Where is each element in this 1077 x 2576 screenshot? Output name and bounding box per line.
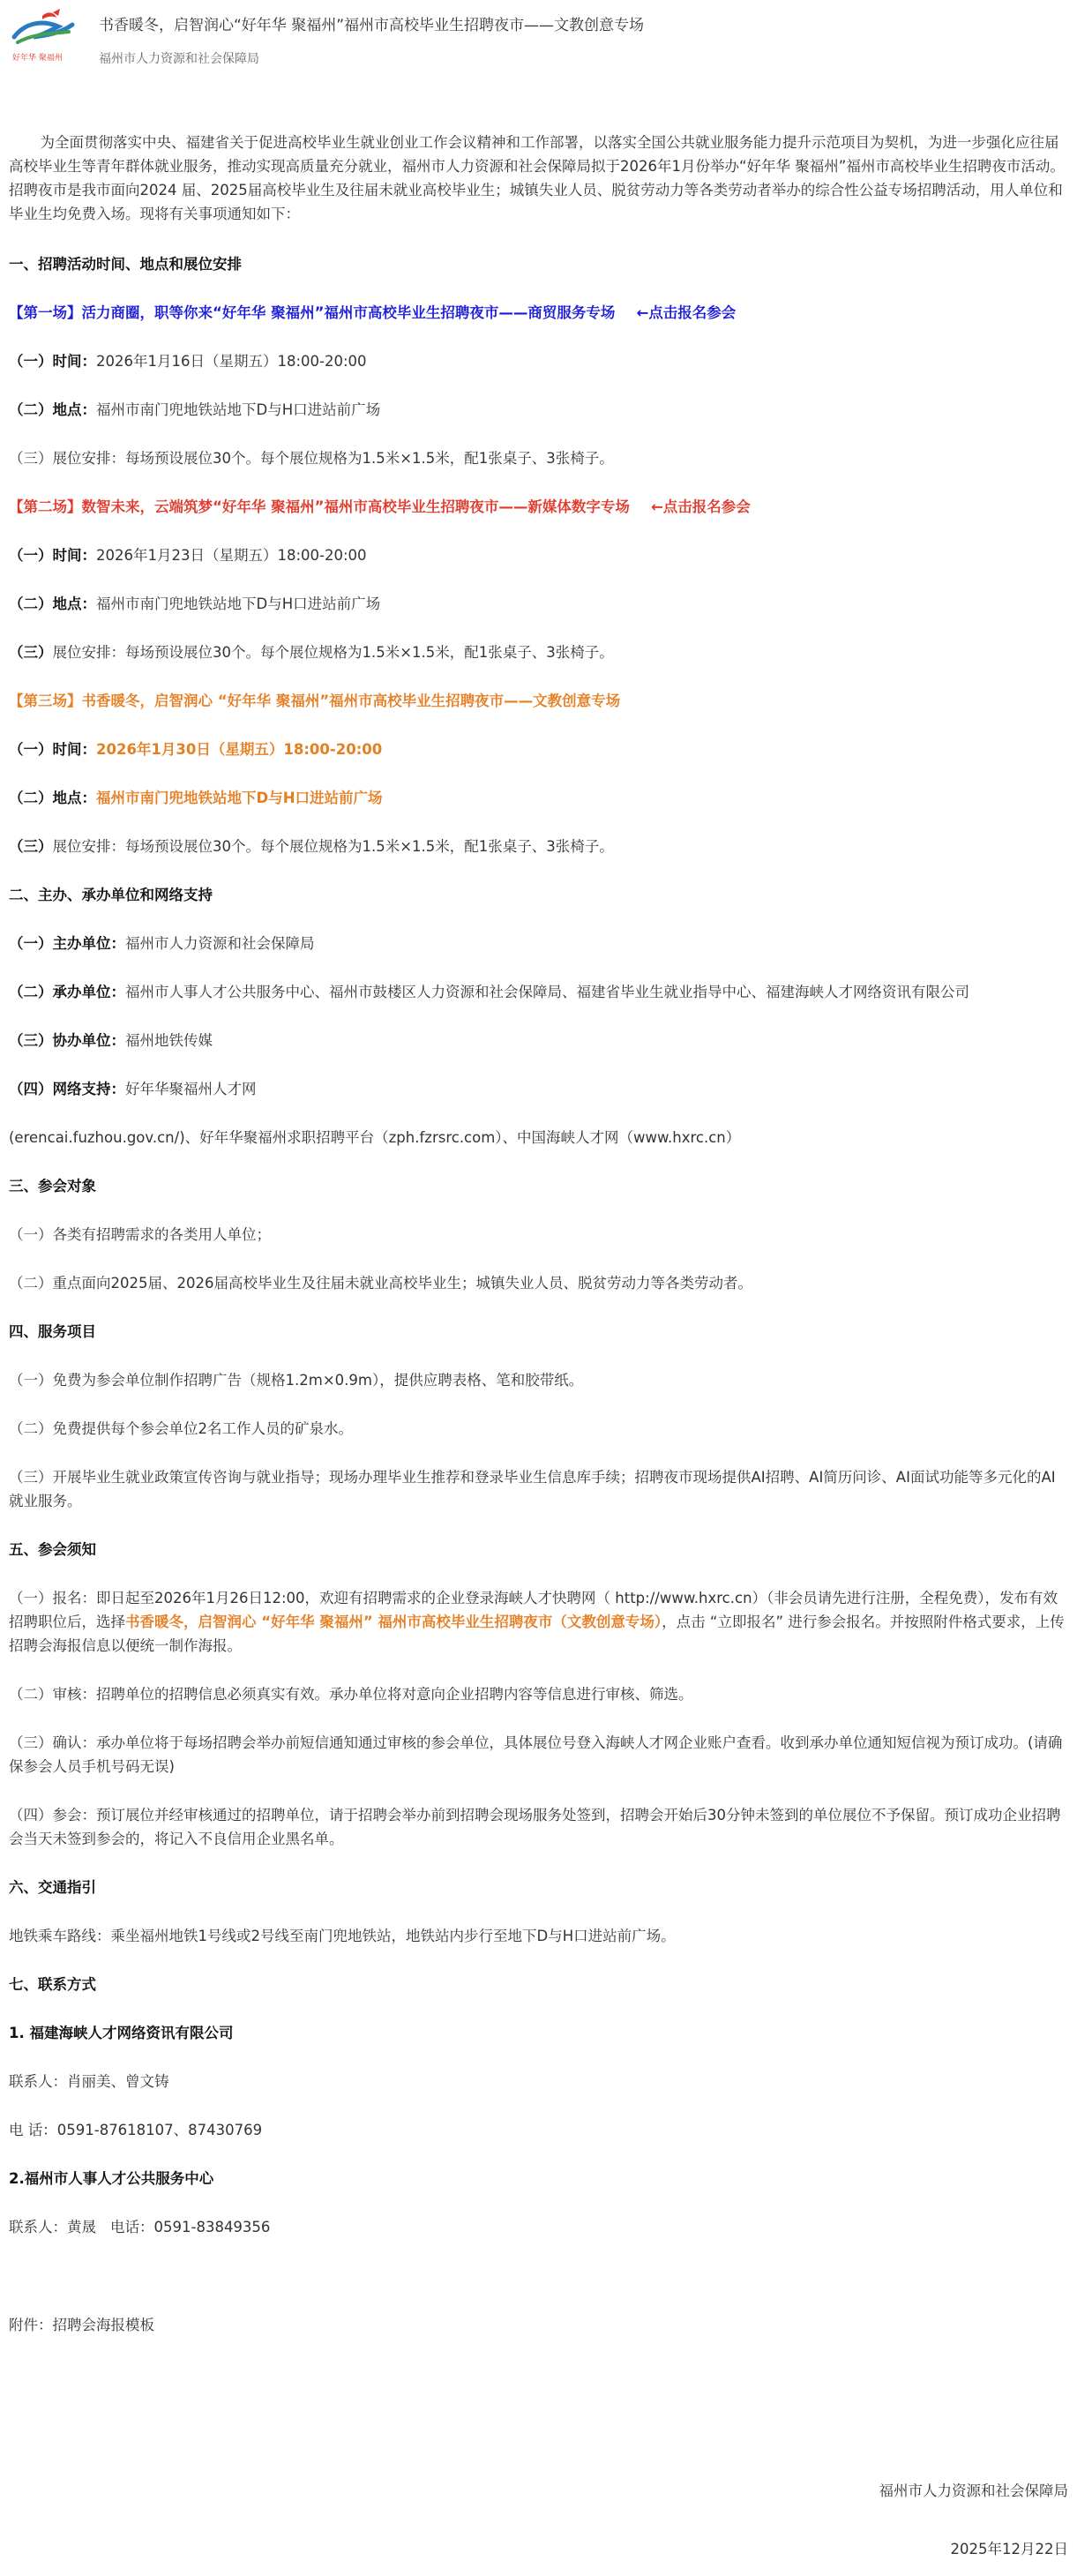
section-title: 三、参会对象	[9, 1178, 96, 1194]
contact-org-1: 1. 福建海峡人才网络资讯有限公司	[9, 2025, 234, 2041]
network-support: （四）网络支持：好年华聚福州人才网	[9, 1081, 257, 1097]
page-title: 书香暖冬，启智润心“好年华 聚福州”福州市高校毕业生招聘夜市——文教创意专场	[99, 17, 645, 34]
session-1-heading	[9, 301, 1066, 325]
attachment-link[interactable]: 附件：招聘会海报模板	[9, 2317, 154, 2333]
session-2-register-link[interactable]: ←点击报名参会	[650, 498, 751, 515]
co-organizer-unit: （三）协办单位：福州地铁传媒	[9, 1032, 213, 1049]
session-3-heading	[9, 689, 1066, 713]
host-unit: （一）主办单位：福州市人力资源和社会保障局	[9, 935, 315, 952]
section-title: 一、招聘活动时间、地点和展位安排	[9, 256, 242, 273]
session-3-place: （二）地点：福州市南门兜地铁站地下D与H口进站前广场	[9, 790, 383, 806]
session-name-highlight: 书香暖冬，启智润心 “好年华 聚福州” 福州市高校毕业生招聘夜市（文教创意专场）	[125, 1614, 662, 1630]
contact-phone-1: 电 话：0591-87618107、87430769	[9, 2122, 263, 2138]
list-item: （一）免费为参会单位制作招聘广告（规格1.2m×0.9m），提供应聘表格、笔和胶带纸。	[9, 1372, 584, 1389]
contact-org-2: 2.福州市人事人才公共服务中心	[9, 2170, 214, 2187]
session-2-place: （二）地点：福州市南门兜地铁站地下D与H口进站前广场	[9, 595, 381, 612]
section-title: 二、主办、承办单位和网络支持	[9, 887, 213, 903]
session-3-time: （一）时间：2026年1月30日（星期五）18:00-20:00	[9, 741, 383, 758]
session-1-title: 【第一场】活力商圈，职等你来“好年华 聚福州”福州市高校毕业生招聘夜市——商贸服务专场	[9, 304, 616, 321]
logo-icon	[7, 7, 81, 64]
section-title: 六、交通指引	[9, 1879, 96, 1896]
section-title: 四、服务项目	[9, 1323, 96, 1340]
list-item: （三）开展毕业生就业政策宣传咨询与就业指导；现场办理毕业生推荐和登录毕业生信息库手续；招聘夜市现场提供AI招聘、AI简历问诊、AI面试功能等多元化的AI就业服务。	[9, 1469, 1056, 1509]
contact-person-1: 联系人：肖丽美、曾文铸	[9, 2073, 169, 2090]
list-item: （二）免费提供每个参会单位2名工作人员的矿泉水。	[9, 1420, 353, 1437]
confirm-note: （三）确认：承办单位将于每场招聘会举办前短信通知通过审核的参会单位，具体展位号登入海峡人才网企业账户查看。收到承办单位通知短信视为预订成功。(请确保参会人员手机号码无误)	[9, 1734, 1063, 1775]
list-item: （一）各类有招聘需求的各类用人单位；	[9, 1226, 271, 1243]
network-sites: (erencai.fuzhou.gov.cn/)、好年华聚福州求职招聘平台（zph.fzrsrc.com）、中国海峡人才网（www.hxrc.cn）	[9, 1129, 741, 1146]
session-2-time: （一）时间：2026年1月23日（星期五）18:00-20:00	[9, 547, 367, 564]
intro-paragraph: 为全面贯彻落实中央、福建省关于促进高校毕业生就业创业工作会议精神和工作部署，以落实全国公共就业服务能力提升示范项目为契机，为进一步强化应往届高校毕业生等青年群体就业服务，推动实现高质量充分就业，福州市人力资源和社会保障局拟于2026年1月份举办“好年华 聚福州”福州市高校毕业生招聘夜市活动。招聘夜市是我市面向2024 届、2025届高校毕业生及往届未就业高校毕业生；城镇失业人员、脱贫劳动力等各类劳动者举办的综合性公益专场招聘活动，用人单位和毕业生均免费入场。现将有关事项通知如下：	[9, 134, 1065, 222]
page-header	[0, 0, 1077, 71]
publisher-name: 福州市人力资源和社会保障局	[99, 52, 259, 66]
article-body	[9, 131, 1066, 2362]
section-title: 七、联系方式	[9, 1976, 96, 1993]
session-3-title: 【第三场】书香暖冬，启智润心 “好年华 聚福州”福州市高校毕业生招聘夜市——文教创意专场	[9, 693, 621, 709]
session-1-place: （二）地点：福州市南门兜地铁站地下D与H口进站前广场	[9, 401, 381, 418]
session-1-booth: （三）展位安排：每场预设展位30个。每个展位规格为1.5米×1.5米，配1张桌子、3张椅子。	[9, 450, 614, 467]
review-note: （二）审核：招聘单位的招聘信息必须真实有效。承办单位将对意向企业招聘内容等信息进行审核、筛选。	[9, 1686, 693, 1703]
session-2-booth: （三）展位安排：每场预设展位30个。每个展位规格为1.5米×1.5米，配1张桌子、3张椅子。	[9, 644, 614, 661]
section-title: 五、参会须知	[9, 1541, 96, 1558]
publish-date: 2025年12月22日	[950, 2541, 1068, 2557]
attend-note: （四）参会：预订展位并经审核通过的招聘单位，请于招聘会举办前到招聘会现场服务处签到，招聘会开始后30分钟未签到的单位展位不予保留。预订成功企业招聘会当天未签到参会的，将记入不良信用企业黑名单。	[9, 1807, 1061, 1847]
session-3-booth: （三）展位安排：每场预设展位30个。每个展位规格为1.5米×1.5米，配1张桌子、3张椅子。	[9, 838, 614, 855]
organizer-unit: （二）承办单位：福州市人事人才公共服务中心、福州市鼓楼区人力资源和社会保障局、福建省毕业生就业指导中心、福建海峡人才网络资讯有限公司	[9, 984, 969, 1000]
list-item: （二）重点面向2025届、2026届高校毕业生及往届未就业高校毕业生；城镇失业人员、脱贫劳动力等各类劳动者。	[9, 1275, 752, 1292]
registration-note: （一）报名：即日起至2026年1月26日12:00，欢迎有招聘需求的企业登录海峡人才快聘网（ http://www.hxrc.cn）（非会员请先进行注册，全程免费），发布有效招聘职位后，选择书香暖冬，启智润心 “好年华 聚福州” 福州市高校毕业生招聘夜市（文教创意专场），点击 “立即报名” 进行参会报名。并按照附件格式要求，上传招聘会海报信息以便统一制作海报。	[9, 1590, 1065, 1654]
contact-2: 联系人：黄晟 电话：0591-83849356	[9, 2219, 271, 2235]
session-2-heading	[9, 495, 1066, 519]
svg-text:好年华 聚福州: 好年华 聚福州	[12, 54, 63, 63]
signature: 福州市人力资源和社会保障局	[879, 2482, 1068, 2499]
session-1-time: （一）时间：2026年1月16日（星期五）18:00-20:00	[9, 353, 367, 370]
transport-text: 地铁乘车路线：乘坐福州地铁1号线或2号线至南门兜地铁站，地铁站内步行至地下D与H口进站前广场。	[9, 1928, 676, 1944]
session-1-register-link[interactable]: ←点击报名参会	[636, 304, 737, 321]
session-2-title: 【第二场】数智未来，云端筑梦“好年华 聚福州”福州市高校毕业生招聘夜市——新媒体数字专场	[9, 498, 630, 515]
